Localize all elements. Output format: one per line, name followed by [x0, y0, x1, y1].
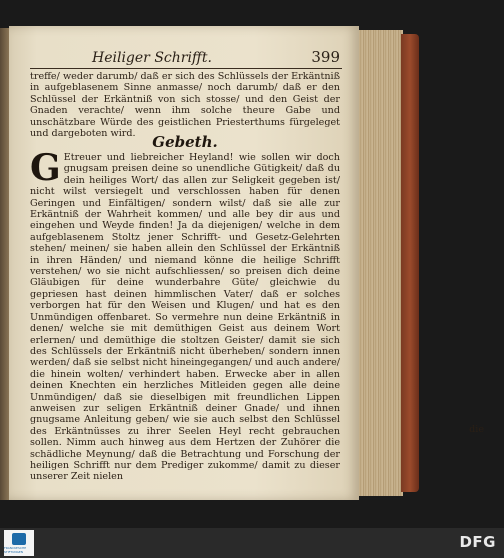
page-number: 399 [311, 48, 340, 66]
institution-logo-text: FRANCKESCHE STIFTUNGEN [4, 545, 27, 554]
page-header [30, 50, 340, 70]
section-heading: Gebeth. [152, 133, 218, 151]
catchword: die [469, 424, 484, 435]
prayer-text: Etreuer und liebreicher Heyland! wie sollen wir doch gnugsam preisen deine so unendliche Gütigkeit/ daß du dein heiliges Wort/ das allen zur Seligkeit gegeben ist/ nicht wilst versiegelt und verschlossen haben für denen Geringen und Einfältigen/ sondern wilst/ daß sie alle zur Erkäntniß der Wahrheit kommen/ und alle bey dir aus und eingehen und Weyde finden! Ja da diejenigen/ welche in dem aufgeblasenem Stoltz jener Schrifft- und Gesetz-Gelehrten stehen/ meinen/ sie haben allein den Schlüssel der Erkäntniß in ihren Händen/ und niemand könne die heilige Schrifft verstehen/ wo sie nicht aufschliessen/ so preisen dich deine Gläubigen für deine wunderbahre Güte/ gleichwie du gepriesen hast deinen himmlischen Vater/ daß er solches verborgen hat für den Weisen und Klugen/ und hat es den Unmündigen offenbaret. So vermehre nun deine Erkäntniß in denen/ welche sie mit demüthigen Geist aus deinem Wort erlernen/ und demüthige die stoltzen Geister/ damit sie sich des Schlüssels der Erkäntniß nicht überheben/ sondern innen werden/ daß sie selbst nicht hineingegangen/ und auch andere/ die hinein wolten/ verhindert haben. Erwecke aber in allen deinen Knechten ein herzliches Mitleiden gegen alle deine Unmündigen/ daß sie dieselbigen mit freundlichen Lippen anweisen zur seligen Erkäntniß deiner Gnade/ und ihnen gnugsame Anleitung geben/ wie sie auch selbst den Schlüssel des Erkäntnüsses zu ihrer Seelen Heyl recht gebrauchen sollen. Nimm auch hinweg aus dem Hertzen der Zuhörer die schädliche Meynung/ daß die Betrachtung und Forschung der heiligen Schrifft nur dem Prediger zukomme/ damit zu dieser unserer Zeit nielen [30, 152, 340, 483]
left-page-edge [0, 28, 9, 500]
page-stack-edges [359, 30, 403, 496]
header-rule [30, 68, 342, 69]
footer-bar [0, 528, 504, 558]
book-cover-edge [401, 34, 419, 492]
institution-logo-icon [12, 533, 26, 545]
running-head: Heiliger Schrifft. [92, 50, 212, 66]
drop-cap: G [30, 147, 61, 189]
dfg-logo[interactable]: DFG [459, 533, 496, 551]
prayer-paragraph [30, 147, 340, 483]
paragraph-1: treffe/ weder darumb/ daß er sich des Schlüssels der Erkäntniß in aufgeblasenem Sinne anmasse/ noch darumb/ daß er den Schlüssel der Erkäntniß von sich stosse/ und den Geist der Gnaden verachte/ wenn ihm solche theure Gabe und unschätzbare Würde des geistlichen Priesterthums fürgeleget und dargeboten wird. [30, 71, 340, 140]
institution-logo[interactable] [4, 530, 34, 556]
